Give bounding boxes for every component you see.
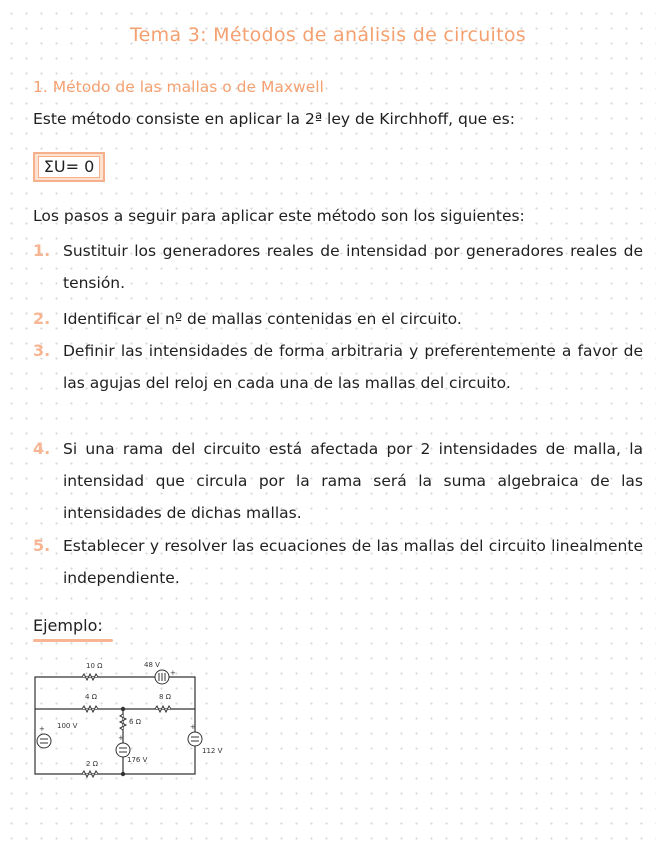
step-text: Definir las intensidades de forma arbitraria y preferentemente a favor de las agujas del reloj en cada una de las mallas del circuito. [63, 342, 643, 392]
source-176v [116, 743, 130, 757]
step-4 [33, 433, 643, 529]
label-r-top: 10 Ω [86, 662, 103, 670]
step-number: 1. [33, 241, 51, 260]
formula-box [33, 152, 105, 182]
plus-sign: + [190, 723, 196, 731]
page-title: Tema 3: Métodos de análisis de circuitos [129, 24, 526, 46]
resistor-8ohm [155, 706, 171, 712]
step-number: 3. [33, 341, 51, 360]
plus-sign: + [118, 734, 124, 742]
step-number: 2. [33, 309, 51, 328]
plus-sign: + [170, 669, 176, 677]
label-r-left-mid: 4 Ω [85, 693, 98, 701]
step-1 [33, 235, 643, 299]
step-text: Identificar el nº de mallas contenidas en el circuito. [63, 310, 462, 328]
resistor-6ohm [120, 714, 126, 730]
label-v-right: 112 V [202, 747, 223, 755]
intro-text: Este método consiste en aplicar la 2ª ley de Kirchhoff, que es: [33, 110, 515, 128]
label-v-top: 48 V [144, 661, 160, 669]
example-label: Ejemplo: [33, 616, 103, 635]
label-v-left: 100 V [57, 722, 78, 730]
circuit-diagram [30, 652, 230, 782]
source-100v [37, 734, 51, 748]
label-r-bottom: 2 Ω [86, 760, 99, 768]
resistor-10ohm [82, 674, 98, 680]
resistor-4ohm [82, 706, 98, 712]
steps-intro: Los pasos a seguir para aplicar este método son los siguientes: [33, 207, 525, 225]
source-112v [188, 732, 202, 746]
step-2 [33, 303, 643, 335]
step-3 [33, 335, 643, 399]
step-text: Establecer y resolver las ecuaciones de las mallas del circuito linealmente independiente. [63, 537, 643, 587]
step-number: 4. [33, 439, 51, 458]
section-title: 1. Método de las mallas o de Maxwell [33, 78, 324, 96]
formula: ΣU= 0 [38, 156, 101, 178]
step-text: Sustituir los generadores reales de intensidad por generadores reales de tensión. [63, 242, 643, 292]
step-text: Si una rama del circuito está afectada por 2 intensidades de malla, la intensidad que circula por la rama será la suma algebraica de las intensidades de dichas mallas. [63, 440, 643, 522]
label-r-right-mid: 8 Ω [159, 693, 172, 701]
label-v-center: 176 V [127, 756, 148, 764]
label-r-center: 6 Ω [129, 718, 142, 726]
plus-sign: + [39, 725, 45, 733]
resistor-2ohm [82, 771, 98, 777]
step-number: 5. [33, 536, 51, 555]
step-5 [33, 530, 643, 594]
example-underline [33, 639, 113, 642]
